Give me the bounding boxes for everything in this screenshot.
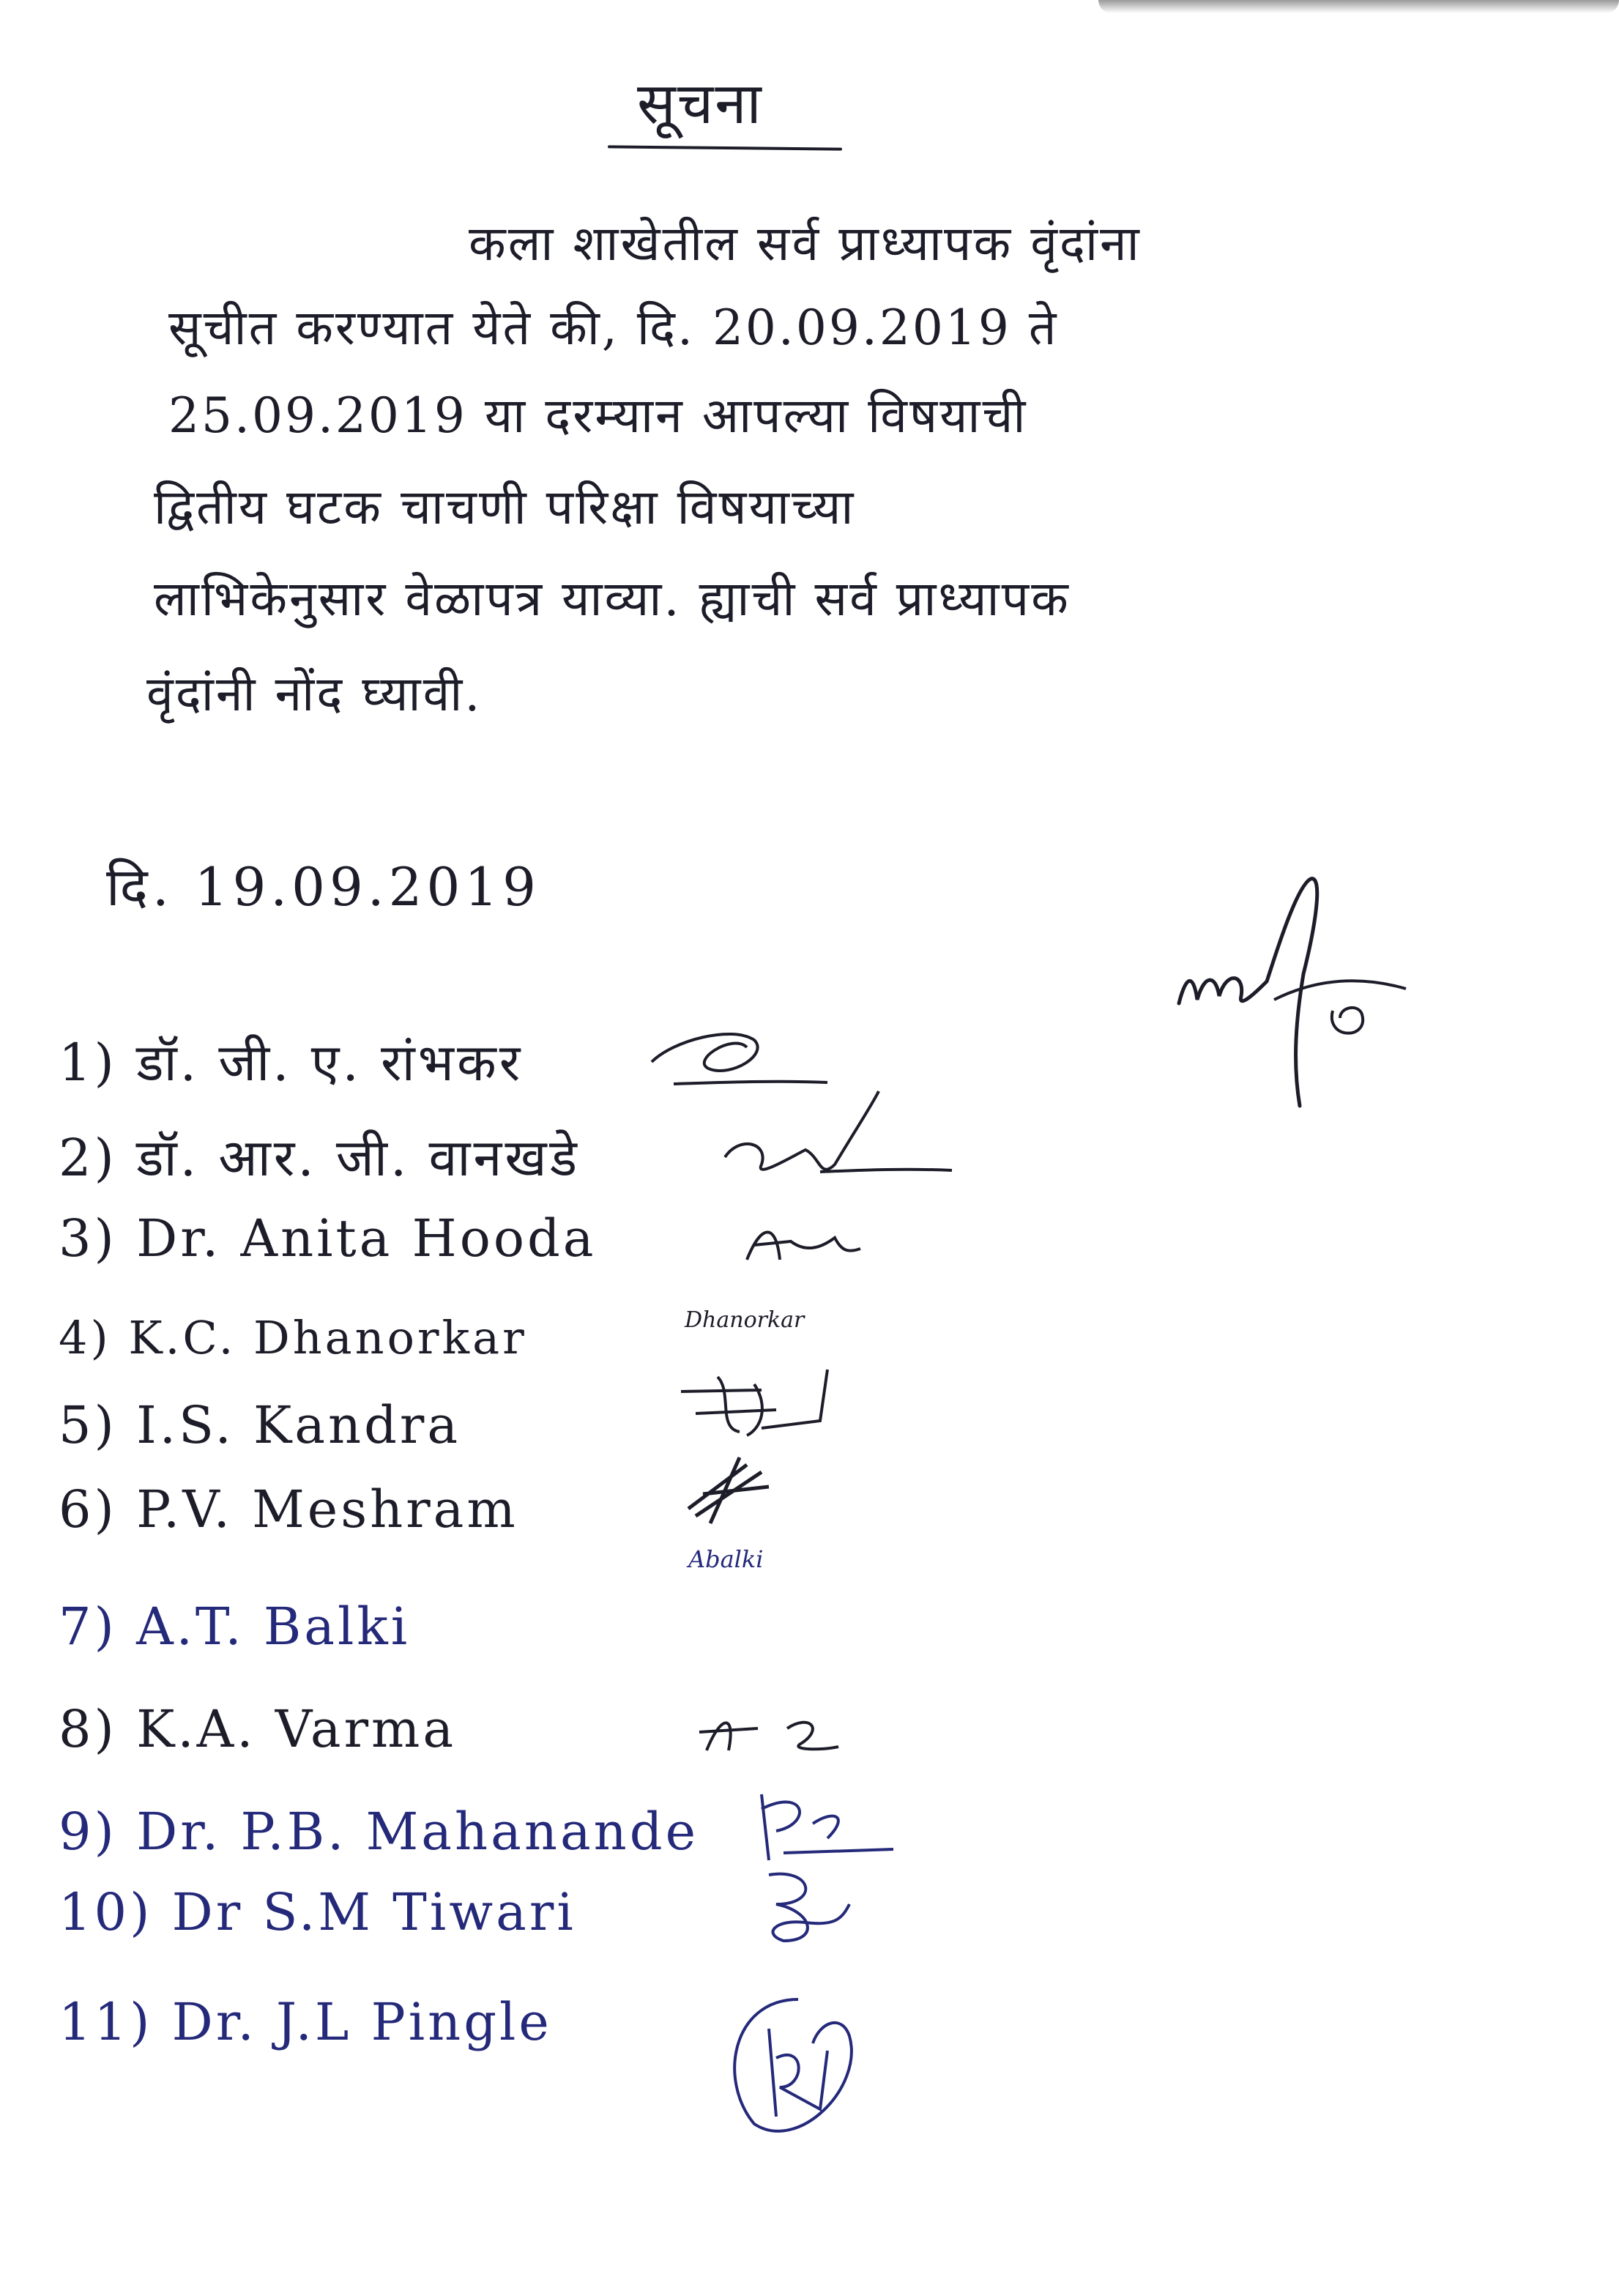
attendee-name: K.A. Varma [136,1699,457,1759]
attendee-signature [718,1977,879,2146]
page-shadow [1098,0,1619,13]
attendee-number: 9) [59,1802,117,1862]
attendee-name: डॉ. जी. ए. रांभकर [136,1033,524,1093]
paragraph-line-4: द्वितीय घटक चाचणी परिक्षा विषयाच्या [154,479,856,535]
attendee-number: 4) [59,1311,111,1364]
attendee-row [59,1025,523,1096]
attendee-number: 3) [59,1208,117,1268]
attendee-name: Dr. P.B. Mahanande [136,1802,699,1862]
attendee-row [59,1121,580,1191]
attendee-row [59,1311,527,1364]
attendee-row [59,1882,576,1942]
paragraph-line-3: 25.09.2019 या दरम्यान आपल्या विषयाची [168,387,1028,444]
attendee-number: 5) [59,1395,117,1455]
attendee-name: A.T. Balki [136,1597,411,1657]
attendee-number: 1) [59,1033,117,1093]
attendee-number: 10) [59,1882,153,1942]
attendee-signature [681,1450,784,1531]
attendee-name: डॉ. आर. जी. वानखडे [136,1128,581,1188]
attendee-row [59,1992,552,2052]
attendee-name: Dr. Anita Hooda [136,1208,597,1268]
attendee-row [59,1597,410,1657]
attendee-number: 11) [59,1992,153,2052]
paragraph-line-5: लाभिकेनुसार वेळापत्र याव्या. ह्याची सर्व प्राध्यापक [154,571,1071,627]
attendee-signature [692,1699,868,1765]
attendee-number: 7) [59,1597,117,1657]
attendee-row [59,1699,456,1759]
attendee-signature [710,1084,959,1194]
title-underline [608,145,842,150]
paragraph-line-6: वृंदांनी नोंद घ्यावी. [146,666,483,722]
attendee-signature [674,1362,842,1443]
attendee-name: I.S. Kandra [136,1395,461,1455]
attendee-name: Dr. J.L Pingle [171,1992,552,2052]
paragraph-line-1: कला शाखेतील सर्व प्राध्यापक वृंदांना [469,215,1142,272]
attendee-number: 6) [59,1479,117,1539]
attendee-name: K.C. Dhanorkar [128,1311,527,1364]
attendee-row [59,1395,461,1455]
principal-signature [1164,872,1428,1113]
attendee-row [59,1479,518,1539]
notice-title: सूचना [637,71,763,137]
attendee-signature-text: Dhanorkar [685,1307,805,1333]
attendee-row [59,1208,597,1268]
attendee-number: 8) [59,1699,117,1759]
attendee-signature [740,1208,864,1274]
attendee-row [59,1802,699,1862]
attendee-signature-text: Abalki [688,1545,764,1573]
attendee-name: P.V. Meshram [136,1479,518,1539]
attendee-signature [747,1860,864,1955]
notice-date: दि. 19.09.2019 [106,856,540,918]
attendee-number: 2) [59,1128,117,1188]
paragraph-line-2: सूचीत करण्यात येते की, दि. 20.09.2019 ते [168,300,1059,356]
attendee-name: Dr S.M Tiwari [171,1882,576,1942]
